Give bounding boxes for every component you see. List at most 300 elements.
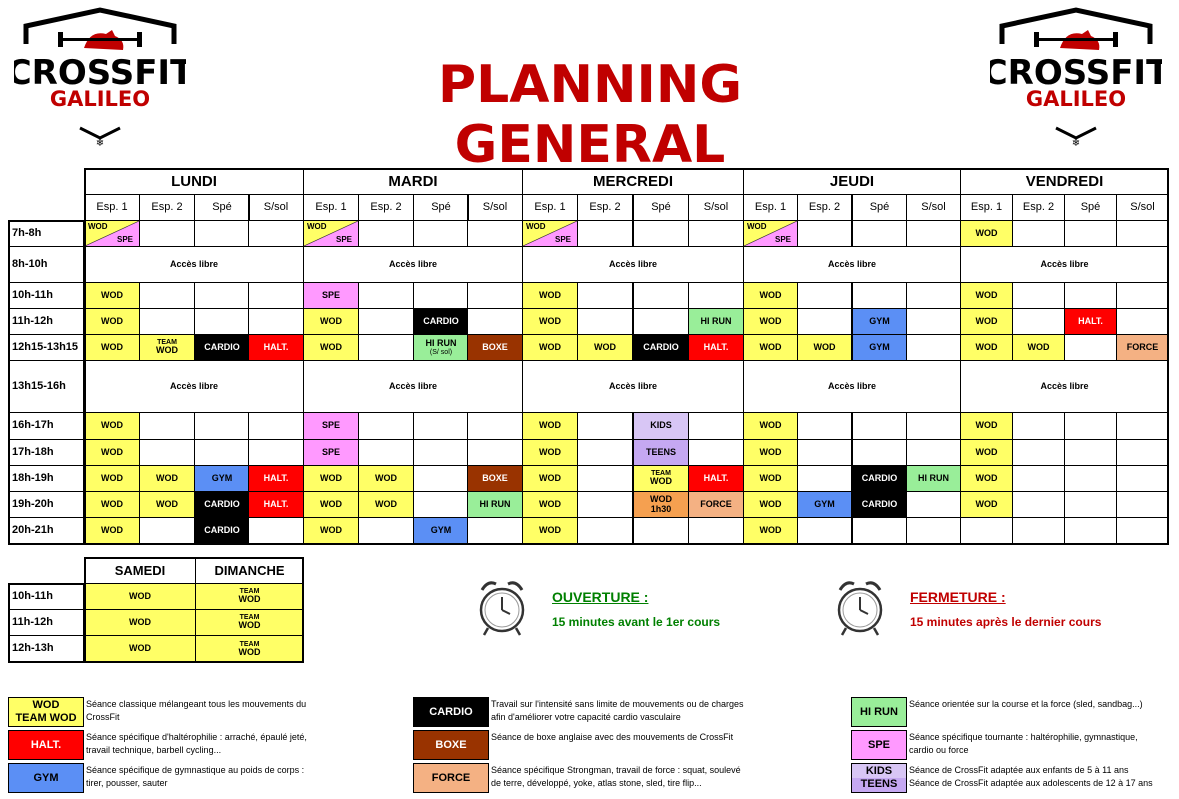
spe-label: SPE xyxy=(335,234,352,244)
empty-cell xyxy=(413,412,469,440)
empty-cell xyxy=(797,220,852,247)
column-header: Esp. 1 xyxy=(84,194,140,221)
column-header: Esp. 2 xyxy=(139,194,195,221)
class-cell[interactable]: WOD xyxy=(303,308,359,335)
class-cell[interactable]: HALT. xyxy=(688,465,744,492)
wod-label: WOD xyxy=(526,222,546,231)
legend-description-line: Séance de boxe anglaise avec des mouvements de CrossFit xyxy=(491,732,734,742)
class-cell[interactable]: WOD xyxy=(84,439,140,466)
class-cell[interactable]: WOD xyxy=(797,334,852,361)
time-slot: 10h-11h xyxy=(8,583,85,610)
legend-description xyxy=(909,764,1174,790)
empty-cell xyxy=(358,439,414,466)
free-access-cell: Accès libre xyxy=(522,246,744,283)
empty-cell xyxy=(248,412,304,440)
empty-cell xyxy=(1012,282,1065,309)
logo-graphic xyxy=(990,4,1162,150)
class-cell[interactable]: WOD xyxy=(358,491,414,518)
empty-cell xyxy=(797,308,852,335)
class-cell[interactable]: GYM xyxy=(852,308,907,335)
alarm-clock-icon xyxy=(834,578,886,638)
empty-cell xyxy=(358,412,414,440)
legend-description-line: Séance classique mélangeant tous les mouvements du xyxy=(86,699,307,709)
free-access-cell: Accès libre xyxy=(743,360,961,413)
cell-label: TEAM xyxy=(239,588,260,596)
class-cell[interactable]: SPE xyxy=(303,282,359,309)
empty-cell xyxy=(358,308,414,335)
day-header: JEUDI xyxy=(743,168,961,195)
class-cell-wod-spe[interactable] xyxy=(84,220,140,247)
legend-description-line: Travail sur l'intensité sans limite de mouvements ou de charges xyxy=(491,699,744,709)
empty-cell xyxy=(1012,220,1065,247)
cell-label: TEAM xyxy=(239,614,260,622)
class-cell[interactable]: WOD xyxy=(522,465,578,492)
class-cell[interactable]: WOD xyxy=(84,583,196,610)
class-cell[interactable]: WOD xyxy=(577,334,633,361)
empty-cell xyxy=(577,439,633,466)
legend-label: BOXE xyxy=(435,738,467,751)
empty-cell xyxy=(1116,491,1169,518)
time-slot: 11h-12h xyxy=(8,609,85,636)
free-access-cell: Accès libre xyxy=(303,360,523,413)
class-cell[interactable]: WOD xyxy=(522,334,578,361)
empty-cell xyxy=(906,491,961,518)
empty-cell xyxy=(633,308,689,335)
empty-cell xyxy=(960,517,1013,545)
empty-cell xyxy=(1064,412,1117,440)
empty-cell xyxy=(467,282,523,309)
class-cell[interactable]: WOD xyxy=(84,334,140,361)
empty-cell xyxy=(248,517,304,545)
legend-description-line: travail technique, barbell cycling... xyxy=(86,745,222,756)
opening-title: OUVERTURE : xyxy=(552,589,649,605)
class-cell[interactable]: WOD xyxy=(1012,334,1065,361)
legend-swatch-gym xyxy=(8,763,84,793)
cell-label: TEAM xyxy=(651,470,671,478)
legend-swatch-spe xyxy=(851,730,907,760)
class-cell[interactable]: HI RUN xyxy=(906,465,961,492)
class-cell[interactable]: CARDIO xyxy=(852,465,907,492)
empty-cell xyxy=(358,282,414,309)
class-cell[interactable]: KIDS xyxy=(633,412,689,440)
class-cell[interactable]: WOD xyxy=(84,609,196,636)
column-header: Esp. 1 xyxy=(522,194,578,221)
legend-description xyxy=(86,731,386,757)
legend-description-line: Séance orientée sur la course et la force (sled, sandbag...) xyxy=(909,699,1143,709)
legend-description-line: de terre, développé, yoke, atlas stone, sled, tire flip... xyxy=(491,778,702,789)
column-header: S/sol xyxy=(467,194,523,221)
empty-cell xyxy=(577,517,633,545)
svg-text:CROSSFIT: CROSSFIT xyxy=(990,53,1162,93)
legend-description xyxy=(491,698,791,724)
legend-label: GYM xyxy=(33,771,59,784)
empty-cell xyxy=(139,282,195,309)
class-cell[interactable]: WOD xyxy=(84,412,140,440)
cell-label: WOD xyxy=(650,476,672,487)
legend-description-line: cardio ou force xyxy=(909,745,969,756)
empty-cell xyxy=(467,517,523,545)
day-header: MARDI xyxy=(303,168,523,195)
empty-cell xyxy=(852,517,907,545)
empty-cell xyxy=(467,439,523,466)
class-cell[interactable] xyxy=(195,583,304,610)
crossfit-galileo-logo xyxy=(14,4,186,150)
legend-description xyxy=(909,731,1174,757)
closing-title: FERMETURE : xyxy=(910,589,1006,605)
free-access-cell: Accès libre xyxy=(303,246,523,283)
day-header: VENDREDI xyxy=(960,168,1169,195)
class-cell[interactable]: WOD xyxy=(358,465,414,492)
legend-swatch-kids xyxy=(851,763,907,793)
class-cell[interactable] xyxy=(413,334,469,361)
class-cell[interactable]: HALT. xyxy=(248,465,304,492)
empty-cell xyxy=(1012,439,1065,466)
time-slot: 18h-19h xyxy=(8,465,85,492)
empty-cell xyxy=(852,220,907,247)
legend-swatch-hirun xyxy=(851,697,907,727)
legend-description xyxy=(86,698,386,724)
legend-swatch-halt xyxy=(8,730,84,760)
empty-cell xyxy=(688,412,744,440)
empty-cell xyxy=(1012,465,1065,492)
legend-label: WOD xyxy=(32,699,60,712)
free-access-cell: Accès libre xyxy=(84,360,304,413)
class-cell-wod-spe[interactable] xyxy=(303,220,359,247)
empty-cell xyxy=(1064,491,1117,518)
empty-cell xyxy=(467,308,523,335)
column-header: Esp. 1 xyxy=(743,194,798,221)
legend-label: HI RUN xyxy=(860,705,898,718)
class-cell[interactable]: WOD xyxy=(743,517,798,545)
empty-cell xyxy=(688,282,744,309)
class-cell[interactable]: TEENS xyxy=(633,439,689,466)
empty-cell xyxy=(1116,308,1169,335)
opening-text: 15 minutes avant le 1er cours xyxy=(552,615,721,629)
empty-cell xyxy=(467,220,523,247)
column-header: Esp. 2 xyxy=(1012,194,1065,221)
column-header: S/sol xyxy=(1116,194,1169,221)
class-cell[interactable] xyxy=(139,334,195,361)
legend-label: SPE xyxy=(867,738,890,751)
empty-cell xyxy=(1064,334,1117,361)
class-cell[interactable]: WOD xyxy=(139,491,195,518)
class-cell[interactable]: WOD xyxy=(84,491,140,518)
column-header: Esp. 1 xyxy=(303,194,359,221)
cell-label: 1h30 xyxy=(650,503,672,514)
class-cell[interactable]: WOD xyxy=(84,308,140,335)
class-cell[interactable]: WOD xyxy=(743,412,798,440)
free-access-cell: Accès libre xyxy=(522,360,744,413)
time-slot: 12h-13h xyxy=(8,635,85,663)
legend-label: TEAM WOD xyxy=(15,712,77,724)
empty-cell xyxy=(413,282,469,309)
empty-cell xyxy=(906,439,961,466)
empty-cell xyxy=(248,220,304,247)
class-cell[interactable]: WOD xyxy=(303,334,359,361)
time-slot: 12h15-13h15 xyxy=(8,334,85,361)
class-cell[interactable]: HI RUN xyxy=(467,491,523,518)
time-slot: 8h-10h xyxy=(8,246,85,283)
day-header: DIMANCHE xyxy=(195,557,304,584)
class-cell[interactable]: BOXE xyxy=(467,334,523,361)
svg-text:❄: ❄ xyxy=(95,138,105,149)
svg-text:GALILEO: GALILEO xyxy=(49,87,151,111)
empty-cell xyxy=(797,282,852,309)
class-cell[interactable]: WOD xyxy=(960,308,1013,335)
spe-label: SPE xyxy=(554,234,571,244)
legend-swatch-boxe xyxy=(413,730,489,760)
free-access-cell: Accès libre xyxy=(743,246,961,283)
class-cell[interactable] xyxy=(633,465,689,492)
svg-text:❄: ❄ xyxy=(1071,138,1081,149)
class-cell[interactable]: WOD xyxy=(84,635,196,663)
column-header: Esp. 2 xyxy=(577,194,633,221)
empty-cell xyxy=(194,220,250,247)
class-cell[interactable]: SPE xyxy=(303,412,359,440)
empty-cell xyxy=(358,517,414,545)
empty-cell xyxy=(852,439,907,466)
empty-cell xyxy=(413,465,469,492)
empty-cell xyxy=(1116,517,1169,545)
column-header: Spé xyxy=(633,194,689,221)
class-cell-wod-spe[interactable] xyxy=(522,220,578,247)
column-header: Spé xyxy=(413,194,469,221)
empty-cell xyxy=(906,220,961,247)
class-cell[interactable]: CARDIO xyxy=(852,491,907,518)
empty-cell xyxy=(194,412,250,440)
class-cell[interactable]: BOXE xyxy=(467,465,523,492)
class-cell[interactable]: WOD xyxy=(84,465,140,492)
class-cell[interactable]: CARDIO xyxy=(194,334,250,361)
cell-sublabel: (S/ sol) xyxy=(429,348,453,356)
empty-cell xyxy=(688,517,744,545)
free-access-cell: Accès libre xyxy=(84,246,304,283)
legend-description-line: Séance de CrossFit adaptée aux enfants de 5 à 11 ans xyxy=(909,765,1129,775)
empty-cell xyxy=(1012,491,1065,518)
wod-label: WOD xyxy=(307,222,327,231)
class-cell[interactable]: WOD xyxy=(960,412,1013,440)
empty-cell xyxy=(906,282,961,309)
legend-description xyxy=(86,764,386,790)
empty-cell xyxy=(413,439,469,466)
time-slot: 17h-18h xyxy=(8,439,85,466)
class-cell[interactable]: WOD xyxy=(743,308,798,335)
empty-cell xyxy=(139,220,195,247)
class-cell[interactable] xyxy=(195,635,304,663)
wod-label: WOD xyxy=(747,222,767,231)
cell-label: WOD xyxy=(238,620,261,631)
day-header: MERCREDI xyxy=(522,168,744,195)
column-header: S/sol xyxy=(906,194,961,221)
class-cell[interactable]: WOD xyxy=(743,491,798,518)
empty-cell xyxy=(139,517,195,545)
time-slot: 20h-21h xyxy=(8,517,85,545)
free-access-cell: Accès libre xyxy=(960,360,1169,413)
class-cell[interactable]: WOD xyxy=(303,517,359,545)
alarm-clock-icon xyxy=(476,578,528,638)
column-header: Esp. 1 xyxy=(960,194,1013,221)
column-header: S/sol xyxy=(688,194,744,221)
empty-cell xyxy=(1012,517,1065,545)
empty-cell xyxy=(797,465,852,492)
class-cell[interactable]: FORCE xyxy=(1116,334,1169,361)
empty-cell xyxy=(1012,308,1065,335)
empty-cell xyxy=(194,439,250,466)
class-cell[interactable]: GYM xyxy=(797,491,852,518)
closing-text: 15 minutes après le dernier cours xyxy=(910,615,1102,629)
class-cell[interactable]: WOD xyxy=(960,491,1013,518)
empty-cell xyxy=(633,282,689,309)
class-cell[interactable]: WOD xyxy=(522,491,578,518)
class-cell[interactable]: GYM xyxy=(413,517,469,545)
class-cell[interactable]: HI RUN xyxy=(688,308,744,335)
page-title: PLANNING GENERAL xyxy=(437,55,743,175)
column-header: Spé xyxy=(852,194,907,221)
spe-label: SPE xyxy=(116,234,133,244)
legend-description-line: afin d'améliorer votre capacité cardio vasculaire xyxy=(491,712,681,723)
spe-label: SPE xyxy=(774,234,791,244)
empty-cell xyxy=(248,282,304,309)
wod-label: WOD xyxy=(88,222,108,231)
legend-label: HALT. xyxy=(30,738,62,751)
cell-label: HI RUN xyxy=(425,338,457,349)
empty-cell xyxy=(577,220,633,247)
empty-cell xyxy=(852,282,907,309)
class-cell[interactable]: FORCE xyxy=(688,491,744,518)
class-cell[interactable]: CARDIO xyxy=(413,308,469,335)
empty-cell xyxy=(577,465,633,492)
column-header: Esp. 2 xyxy=(358,194,414,221)
column-header: Spé xyxy=(1064,194,1117,221)
class-cell[interactable]: HALT. xyxy=(1064,308,1117,335)
time-slot: 7h-8h xyxy=(8,220,85,247)
time-slot: 13h15-16h xyxy=(8,360,85,413)
empty-cell xyxy=(248,308,304,335)
empty-cell xyxy=(1064,220,1117,247)
empty-cell xyxy=(413,491,469,518)
class-cell[interactable]: WOD xyxy=(522,308,578,335)
class-cell[interactable]: WOD xyxy=(303,465,359,492)
legend-description-line: Séance spécifique de gymnastique au poids de corps : xyxy=(86,765,305,775)
time-slot: 10h-11h xyxy=(8,282,85,309)
class-cell[interactable]: CARDIO xyxy=(194,491,250,518)
svg-text:GALILEO: GALILEO xyxy=(1025,87,1127,111)
empty-cell xyxy=(906,517,961,545)
class-cell[interactable]: WOD xyxy=(960,439,1013,466)
class-cell[interactable]: WOD xyxy=(743,439,798,466)
class-cell[interactable]: WOD xyxy=(743,282,798,309)
class-cell[interactable]: GYM xyxy=(852,334,907,361)
empty-cell xyxy=(577,308,633,335)
empty-cell xyxy=(1116,439,1169,466)
empty-cell xyxy=(633,220,689,247)
empty-cell xyxy=(906,308,961,335)
class-cell[interactable]: WOD xyxy=(960,282,1013,309)
empty-cell xyxy=(688,439,744,466)
empty-cell xyxy=(797,517,852,545)
column-header: Spé xyxy=(194,194,250,221)
legend-description xyxy=(491,764,791,790)
legend-description xyxy=(491,731,791,744)
class-cell[interactable]: WOD xyxy=(522,439,578,466)
empty-cell xyxy=(688,220,744,247)
day-header: LUNDI xyxy=(84,168,304,195)
class-cell[interactable]: HALT. xyxy=(688,334,744,361)
class-cell[interactable]: WOD xyxy=(743,465,798,492)
empty-cell xyxy=(1064,517,1117,545)
class-cell[interactable]: SPE xyxy=(303,439,359,466)
legend-description-line: Séance de CrossFit adaptée aux adolescents de 12 à 17 ans xyxy=(909,778,1153,789)
column-header: S/sol xyxy=(248,194,304,221)
legend-description-line: Séance spécifique tournante : haltérophilie, gymnastique, xyxy=(909,732,1138,742)
class-cell[interactable] xyxy=(633,491,689,518)
time-slot: 19h-20h xyxy=(8,491,85,518)
class-cell[interactable]: WOD xyxy=(522,282,578,309)
class-cell[interactable]: WOD xyxy=(960,334,1013,361)
class-cell[interactable]: HALT. xyxy=(248,334,304,361)
empty-cell xyxy=(139,412,195,440)
legend-description-line: Séance spécifique Strongman, travail de force : squat, soulevé xyxy=(491,765,741,775)
class-cell[interactable]: WOD xyxy=(84,282,140,309)
class-cell[interactable]: WOD xyxy=(139,465,195,492)
empty-cell xyxy=(797,439,852,466)
empty-cell xyxy=(358,334,414,361)
empty-cell xyxy=(1064,282,1117,309)
legend-description-line: CrossFit xyxy=(86,712,120,723)
free-access-cell: Accès libre xyxy=(960,246,1169,283)
day-header: SAMEDI xyxy=(84,557,196,584)
empty-cell xyxy=(358,220,414,247)
empty-cell xyxy=(1064,439,1117,466)
legend-label: TEENS xyxy=(860,778,898,790)
class-cell[interactable]: CARDIO xyxy=(194,517,250,545)
empty-cell xyxy=(577,282,633,309)
class-cell[interactable]: GYM xyxy=(194,465,250,492)
class-cell[interactable]: WOD xyxy=(303,491,359,518)
empty-cell xyxy=(577,491,633,518)
legend-description xyxy=(909,698,1174,711)
class-cell[interactable]: CARDIO xyxy=(633,334,689,361)
time-slot: 16h-17h xyxy=(8,412,85,440)
empty-cell xyxy=(194,282,250,309)
class-cell[interactable] xyxy=(195,609,304,636)
class-cell[interactable]: WOD xyxy=(743,334,798,361)
cell-label: WOD xyxy=(238,594,261,605)
class-cell-wod-spe[interactable] xyxy=(743,220,798,247)
legend-label: FORCE xyxy=(431,771,471,784)
class-cell[interactable]: WOD xyxy=(960,220,1013,247)
class-cell[interactable]: WOD xyxy=(84,517,140,545)
class-cell[interactable]: WOD xyxy=(522,412,578,440)
empty-cell xyxy=(633,517,689,545)
empty-cell xyxy=(194,308,250,335)
empty-cell xyxy=(1116,465,1169,492)
class-cell[interactable]: WOD xyxy=(522,517,578,545)
cell-label: TEAM xyxy=(239,640,260,648)
cell-label: TEAM xyxy=(157,339,177,347)
svg-text:CROSSFIT: CROSSFIT xyxy=(14,53,186,93)
legend-description-line: Séance spécifique d'haltérophilie : arraché, épaulé jeté, xyxy=(86,732,307,742)
legend-label: KIDS xyxy=(865,765,893,778)
class-cell[interactable]: HALT. xyxy=(248,491,304,518)
empty-cell xyxy=(797,412,852,440)
empty-cell xyxy=(1116,412,1169,440)
legend-description-line: tirer, pousser, sauter xyxy=(86,778,168,789)
cell-label: WOD xyxy=(238,646,261,657)
empty-cell xyxy=(577,412,633,440)
class-cell[interactable]: WOD xyxy=(960,465,1013,492)
empty-cell xyxy=(1116,220,1169,247)
